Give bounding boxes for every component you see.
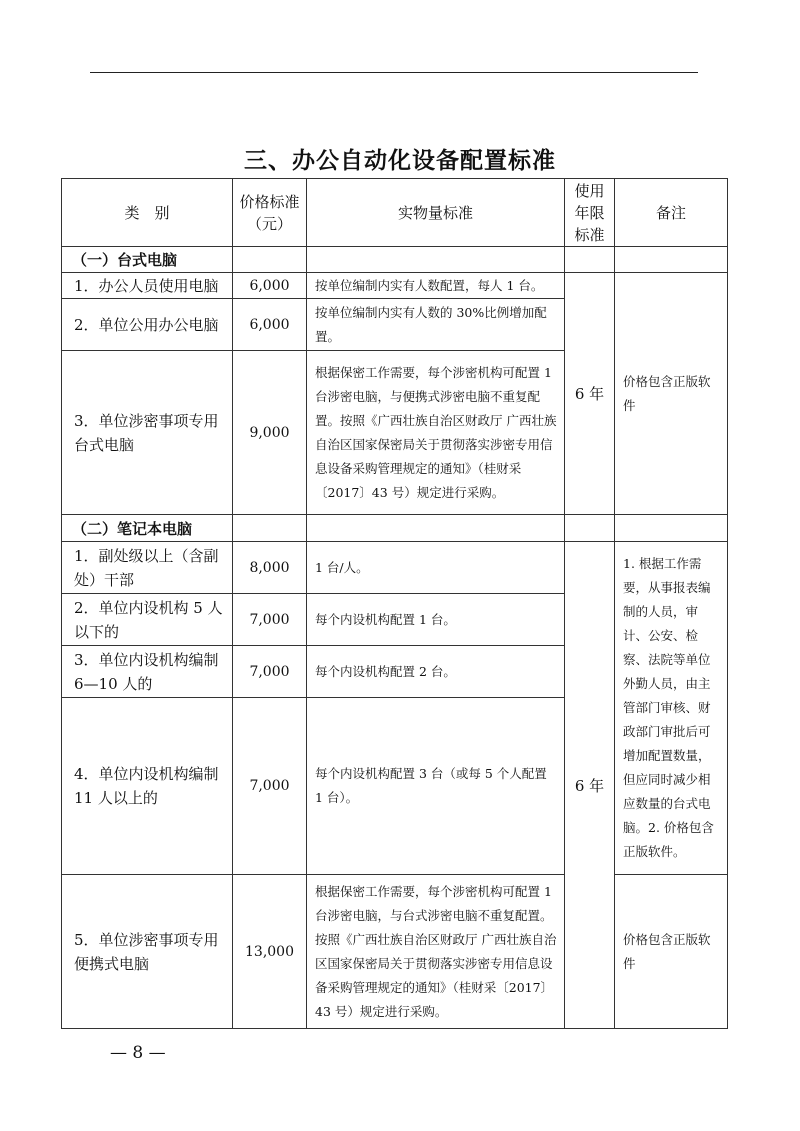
years-desktop: 6 年 bbox=[565, 273, 615, 515]
page-title: 三、办公自动化设备配置标准 bbox=[244, 148, 556, 174]
header-standard: 实物量标准 bbox=[307, 179, 565, 247]
item-price: 7,000 bbox=[233, 646, 307, 698]
item-name: 5．单位涉密事项专用便携式电脑 bbox=[62, 875, 233, 1029]
item-price: 6,000 bbox=[233, 299, 307, 351]
table-row bbox=[62, 875, 728, 1029]
item-name: 4．单位内设机构编制 11 人以上的 bbox=[62, 698, 233, 875]
item-standard: 每个内设机构配置 2 台。 bbox=[307, 646, 565, 698]
table-header-row bbox=[62, 179, 728, 247]
header-years: 使用年限标准 bbox=[565, 179, 615, 247]
item-standard: 1 台/人。 bbox=[307, 542, 565, 594]
item-name: 2．单位内设机构 5 人以下的 bbox=[62, 594, 233, 646]
item-price: 13,000 bbox=[233, 875, 307, 1029]
section-row bbox=[62, 247, 728, 273]
table-row bbox=[62, 542, 728, 594]
item-standard: 每个内设机构配置 3 台（或每 5 个人配置 1 台）。 bbox=[307, 698, 565, 875]
equipment-standard-table bbox=[61, 178, 728, 1029]
item-price: 7,000 bbox=[233, 698, 307, 875]
item-price: 6,000 bbox=[233, 273, 307, 299]
section-row bbox=[62, 515, 728, 542]
years-laptop: 6 年 bbox=[565, 542, 615, 1029]
item-name: 3．单位内设机构编制 6—10 人的 bbox=[62, 646, 233, 698]
item-name: 1．办公人员使用电脑 bbox=[62, 273, 233, 299]
item-standard: 每个内设机构配置 1 台。 bbox=[307, 594, 565, 646]
item-standard: 按单位编制内实有人数的 30%比例增加配置。 bbox=[307, 299, 565, 351]
item-standard: 根据保密工作需要，每个涉密机构可配置 1 台涉密电脑，与便携式涉密电脑不重复配置。按照《广西壮族自治区财政厅 广西壮族自治区国家保密局关于贯彻落实涉密专用信息设备采购管理规定的通知》（桂财采〔2017〕43 号）规定进行采购。 bbox=[307, 351, 565, 515]
page-number: — 8 — bbox=[110, 1043, 166, 1063]
remarks-desktop: 价格包含正版软件 bbox=[615, 273, 728, 515]
item-price: 9,000 bbox=[233, 351, 307, 515]
remarks-laptop-classified: 价格包含正版软件 bbox=[615, 875, 728, 1029]
item-price: 8,000 bbox=[233, 542, 307, 594]
item-standard: 按单位编制内实有人数配置，每人 1 台。 bbox=[307, 273, 565, 299]
header-rule bbox=[90, 72, 698, 73]
section-title-desktop: （一）台式电脑 bbox=[62, 247, 233, 273]
remarks-laptop-general: 1. 根据工作需要，从事报表编制的人员，审计、公安、检察、法院等单位外勤人员，由主管部门审核、财政部门审批后可增加配置数量，但应同时减少相应数量的台式电脑。2. 价格包含正版软件。 bbox=[615, 542, 728, 875]
table-row bbox=[62, 273, 728, 299]
item-name: 1．副处级以上（含副处）干部 bbox=[62, 542, 233, 594]
header-remarks: 备注 bbox=[615, 179, 728, 247]
header-price: 价格标准（元） bbox=[233, 179, 307, 247]
item-name: 3．单位涉密事项专用台式电脑 bbox=[62, 351, 233, 515]
item-standard: 根据保密工作需要，每个涉密机构可配置 1 台涉密电脑，与台式涉密电脑不重复配置。按照《广西壮族自治区财政厅 广西壮族自治区国家保密局关于贯彻落实涉密专用信息设备采购管理规定的通知》（桂财采〔2017〕43 号）规定进行采购。 bbox=[307, 875, 565, 1029]
item-name: 2．单位公用办公电脑 bbox=[62, 299, 233, 351]
section-title-laptop: （二）笔记本电脑 bbox=[62, 515, 233, 542]
header-category: 类 别 bbox=[62, 179, 233, 247]
item-price: 7,000 bbox=[233, 594, 307, 646]
